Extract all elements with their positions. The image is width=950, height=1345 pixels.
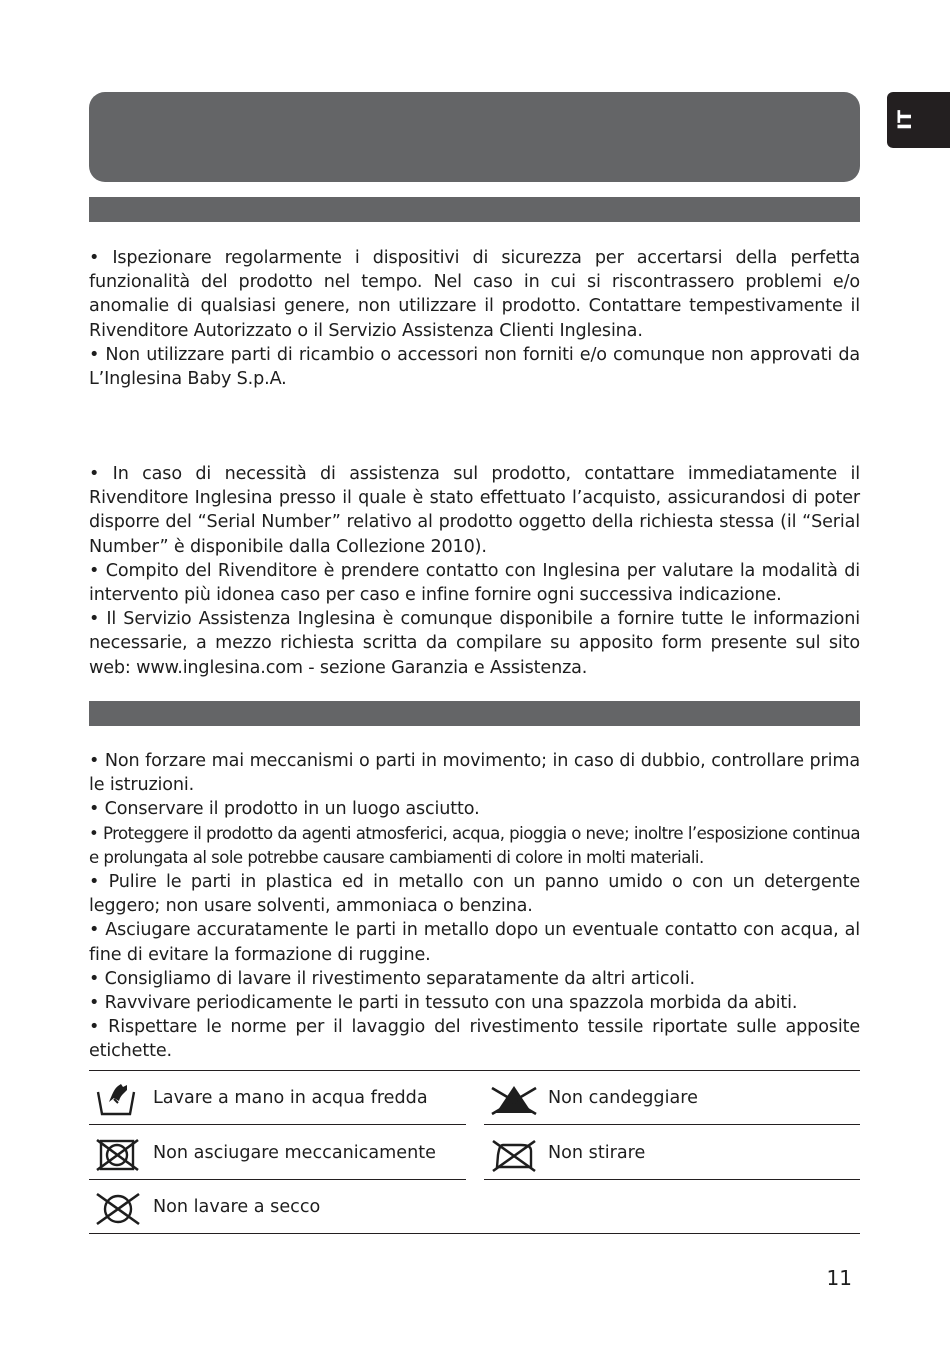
paragraph: • Pulire le parti in plastica ed in metallo con un panno umido o con un detergente leggero; non usare solventi, ammoniaca o benzina. — [89, 872, 860, 917]
paragraph: • Consigliamo di lavare il rivestimento separatamente da altri articoli. — [89, 968, 695, 989]
divider — [484, 1124, 860, 1125]
language-code: IT — [894, 109, 916, 131]
page-number: 11 — [826, 1266, 852, 1290]
care-item — [89, 1071, 466, 1125]
care-symbols-table — [89, 1070, 860, 1233]
care-label: Non lavare a secco — [153, 1197, 321, 1217]
safety-checks-text — [89, 246, 860, 391]
care-label: Non candeggiare — [548, 1088, 698, 1108]
paragraph: • In caso di necessità di assistenza sul prodotto, contattare immediatamente il Rivenditore Inglesina presso il quale è stato effettuato l’acquisto, assicurandosi di poter disporre del “Serial Number” relativo al prodotto oggetto della richiesta stessa (il “Serial Number” è disponibile dalla Collezione 2010). — [89, 464, 860, 557]
no-tumble-dry-icon — [94, 1135, 142, 1175]
paragraph: • Non utilizzare parti di ricambio o accessori non forniti e/o comunque non approvati da L’Inglesina Baby S.p.A. — [89, 344, 860, 390]
divider — [89, 1124, 466, 1125]
language-tab — [887, 92, 950, 148]
assistance-text — [89, 462, 860, 680]
paragraph: • Proteggere il prodotto da agenti atmosferici, acqua, pioggia o neve; inoltre l’esposizione continua e prolungata al sole potrebbe causare cambiamenti di colore in molti materiali. — [89, 823, 860, 867]
hand-wash-icon — [94, 1080, 138, 1120]
paragraph: • Ispezionare regolarmente i dispositivi di sicurezza per accertarsi della perfetta funzionalità del prodotto nel tempo. Nel caso in cui si riscontrassero problemi e/o anomalie di qualsiasi genere, non utilizzare il prodotto. Contattare tempestivamente il Rivenditore Autorizzato o il Servizio Assistenza Clienti Inglesina. — [89, 248, 860, 341]
section-title-box — [89, 92, 860, 182]
paragraph: • Il Servizio Assistenza Inglesina è comunque disponibile a fornire tutte le informazioni necessarie, a mezzo richiesta scritta da compilare su apposito form presente sul sito web: www.inglesina.com - sezione Garanzia e Assistenza. — [89, 609, 860, 678]
maintenance-text — [89, 749, 860, 1064]
section-header-bar — [89, 701, 860, 726]
paragraph: • Ravvivare periodicamente le parti in tessuto con una spazzola morbida da abiti. — [89, 993, 798, 1014]
paragraph: • Compito del Rivenditore è prendere contatto con Inglesina per valutare la modalità di intervento più idonea caso per caso e infine fornire ogni successiva indicazione. — [89, 560, 860, 606]
paragraph: • Asciugare accuratamente le parti in metallo dopo un eventuale contatto con acqua, al fine di evitare la formazione di ruggine. — [89, 920, 860, 965]
section-header-bar — [89, 197, 860, 222]
paragraph: • Non forzare mai meccanismi o parti in movimento; in caso di dubbio, controllare prima le istruzioni. — [89, 751, 860, 796]
care-label: Non stirare — [548, 1143, 646, 1163]
care-item — [484, 1126, 860, 1180]
paragraph: • Rispettare le norme per il lavaggio del rivestimento tessile riportate sulle apposite etichette. — [89, 1017, 860, 1062]
care-item — [484, 1071, 860, 1125]
care-item — [89, 1180, 860, 1234]
no-iron-icon — [489, 1135, 539, 1175]
care-label: Lavare a mano in acqua fredda — [153, 1088, 428, 1108]
divider — [89, 1233, 860, 1234]
paragraph: • Conservare il prodotto in un luogo asciutto. — [89, 799, 480, 820]
no-bleach-icon — [489, 1080, 539, 1120]
no-dry-clean-icon — [94, 1189, 142, 1229]
care-label: Non asciugare meccanicamente — [153, 1143, 436, 1163]
care-item — [89, 1126, 466, 1180]
